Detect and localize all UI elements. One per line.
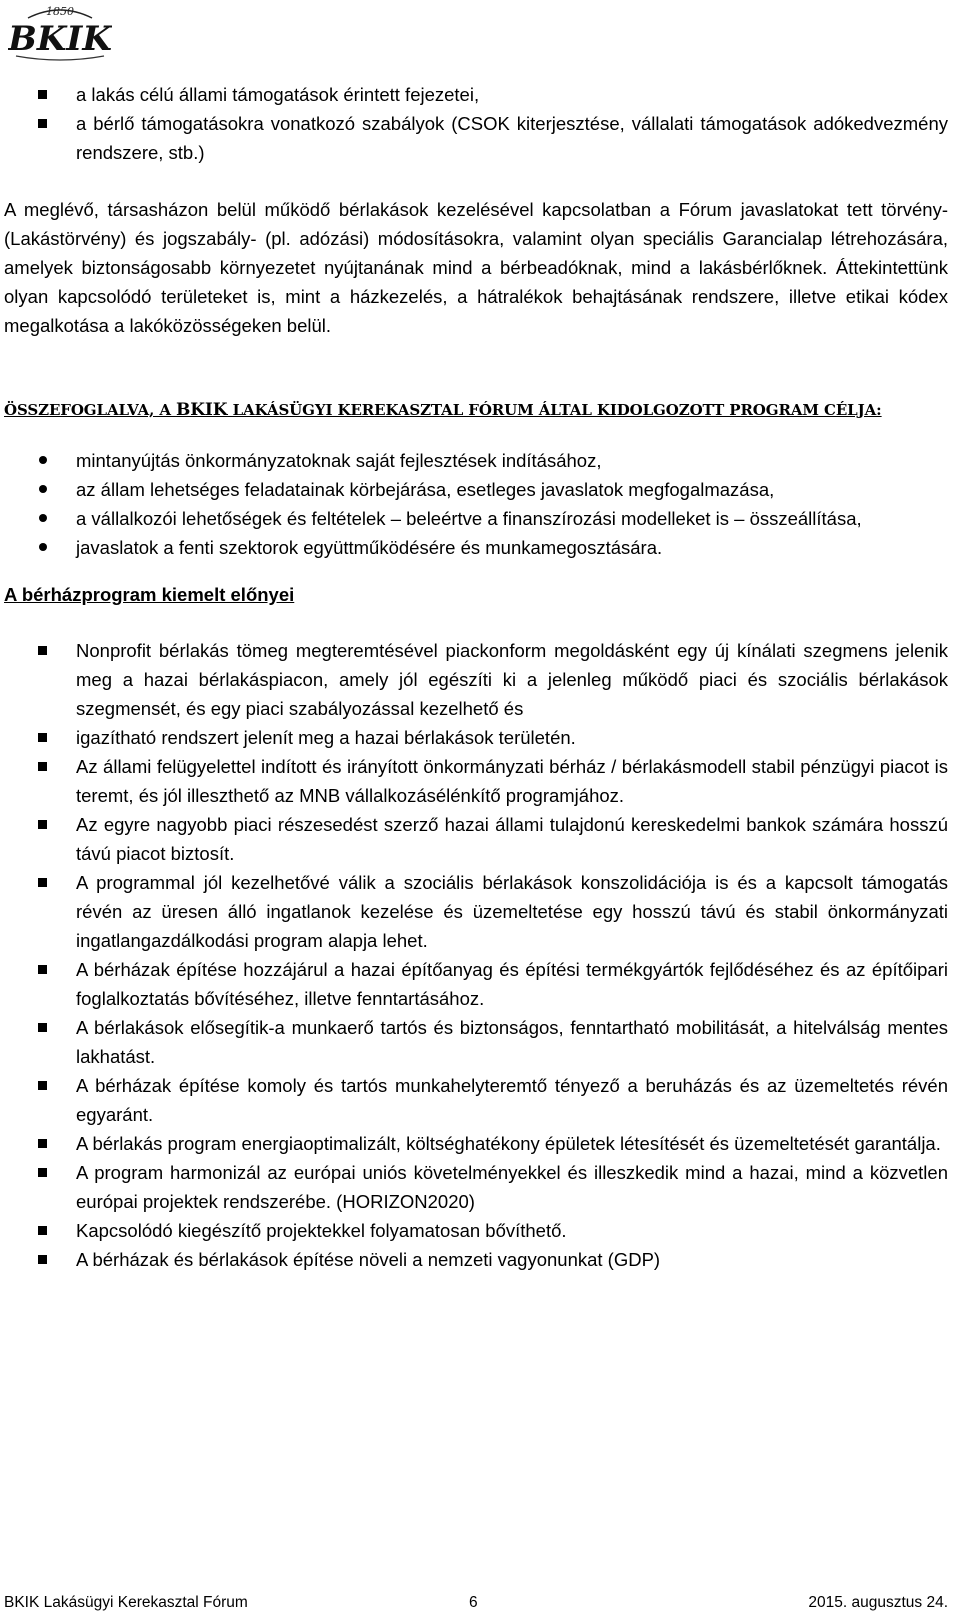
list-item: A bérlakás program energiaoptimalizált, költséghatékony épületek létesítését és üzemeltetését garantálja. — [0, 1129, 960, 1158]
list-item: javaslatok a fenti szektorok együttműködésére és munkamegosztására. — [0, 533, 960, 562]
list-item: Nonprofit bérlakás tömeg megteremtésével piackonform megoldásként egy új kínálati szegmens jelenik meg a hazai bérlakáspiacon, amely jól egészíti ki a jelenleg működő piaci és szociális bérlakások szegmensét, és egy piaci szabályozással kezelhető és — [0, 636, 960, 723]
square-bullet-icon — [38, 1139, 47, 1148]
list-item: igazítható rendszert jelenít meg a hazai bérlakások területén. — [0, 723, 960, 752]
list-item: a vállalkozói lehetőségek és feltételek – beleértve a finanszírozási modelleket is – összeállítása, — [0, 504, 960, 533]
logo-year: 1850 — [46, 5, 74, 18]
square-bullet-icon — [38, 878, 47, 887]
summary-list — [0, 446, 960, 562]
footer-org: BKIK Lakásügyi Kerekasztal Fórum — [4, 1594, 248, 1611]
page-number: 6 — [469, 1594, 478, 1611]
list-item: mintanyújtás önkormányzatoknak saját fejlesztések indításához, — [0, 446, 960, 475]
list-item: a lakás célú állami támogatások érintett fejezetei, — [0, 80, 960, 109]
square-bullet-icon — [38, 646, 47, 655]
square-bullet-icon — [38, 762, 47, 771]
list-item: Kapcsolódó kiegészítő projektekkel folyamatosan bővíthető. — [0, 1216, 960, 1245]
square-bullet-icon — [38, 1023, 47, 1032]
list-item: az állam lehetséges feladatainak körbejárása, esetleges javaslatok megfogalmazása, — [0, 475, 960, 504]
round-bullet-icon — [39, 543, 47, 551]
list-item: A programmal jól kezelhetővé válik a szociális bérlakások konszolidációja is és a kapcsolt támogatás révén az üresen álló ingatlanok kezelése és üzemeltetése egy hosszú távú és stabil önkormányzati ingatlangazdálkodási program alapja lehet. — [0, 868, 960, 955]
summary-heading: ÖSSZEFOGLALVA, A BKIK LAKÁSÜGYI KEREKASZTAL FÓRUM ÁLTAL KIDOLGOZOTT PROGRAM CÉLJA: — [4, 400, 882, 420]
square-bullet-icon — [38, 733, 47, 742]
list-item: A bérházak építése hozzájárul a hazai építőanyag és építési termékgyártók fejlődéséhez és az építőipari foglalkoztatás bővítéséhez, illetve fenntartásához. — [0, 955, 960, 1013]
list-item: A program harmonizál az európai uniós követelményekkel és illeszkedik mind a hazai, mind a közvetlen európai projektek rendszerébe. (HORIZON2020) — [0, 1158, 960, 1216]
section-title: A bérházprogram kiemelt előnyei — [4, 584, 295, 605]
logo-text: BKIK — [8, 19, 112, 59]
round-bullet-icon — [39, 456, 47, 464]
square-bullet-icon — [38, 1081, 47, 1090]
square-bullet-icon — [38, 1255, 47, 1264]
list-item: A bérlakások elősegítik-a munkaerő tartós és biztonságos, fenntartható mobilitását, a hitelválság mentes lakhatást. — [0, 1013, 960, 1071]
round-bullet-icon — [39, 514, 47, 522]
bkik-logo — [8, 2, 112, 64]
list-item: A bérházak építése komoly és tartós munkahelyteremtő tényező a beruházás és az üzemeltetés révén egyaránt. — [0, 1071, 960, 1129]
square-bullet-icon — [38, 119, 47, 128]
page-content — [0, 80, 960, 1274]
footer-date: 2015. augusztus 24. — [808, 1594, 948, 1611]
intro-paragraph: A meglévő, társasházon belül működő bérlakások kezelésével kapcsolatban a Fórum javaslatokat tett törvény- (Lakástörvény) és jogszabály- (pl. adózási) módosításokra, valamint olyan speciális Garancialap létrehozására, amelyek biztonságosabb környezetet nyújtanának mind a bérbeadóknak, mind a lakásbérlőknek. Áttekintettünk olyan kapcsolódó területeket is, mint a házkezelés, a hátralékok behajtásának rendszere, illetve etikai kódex megalkotása a lakóközösségeken belül. — [4, 199, 948, 336]
square-bullet-icon — [38, 1168, 47, 1177]
square-bullet-icon — [38, 1226, 47, 1235]
list-item: Az állami felügyelettel indított és irányított önkormányzati bérház / bérlakásmodell stabil pénzügyi piacot is teremt, és jól illeszthető az MNB vállalkozásélénkítő programjához. — [0, 752, 960, 810]
list-item: a bérlő támogatásokra vonatkozó szabályok (CSOK kiterjesztése, vállalati támogatások adókedvezmény rendszere, stb.) — [0, 109, 960, 167]
page-footer — [4, 1594, 948, 1616]
intro-bullet-list — [0, 80, 960, 167]
advantages-list — [0, 636, 960, 1274]
round-bullet-icon — [39, 485, 47, 493]
square-bullet-icon — [38, 820, 47, 829]
square-bullet-icon — [38, 965, 47, 974]
list-item: Az egyre nagyobb piaci részesedést szerző hazai állami tulajdonú kereskedelmi bankok számára hosszú távú piacot biztosít. — [0, 810, 960, 868]
list-item: A bérházak és bérlakások építése növeli a nemzeti vagyonunkat (GDP) — [0, 1245, 960, 1274]
square-bullet-icon — [38, 90, 47, 99]
